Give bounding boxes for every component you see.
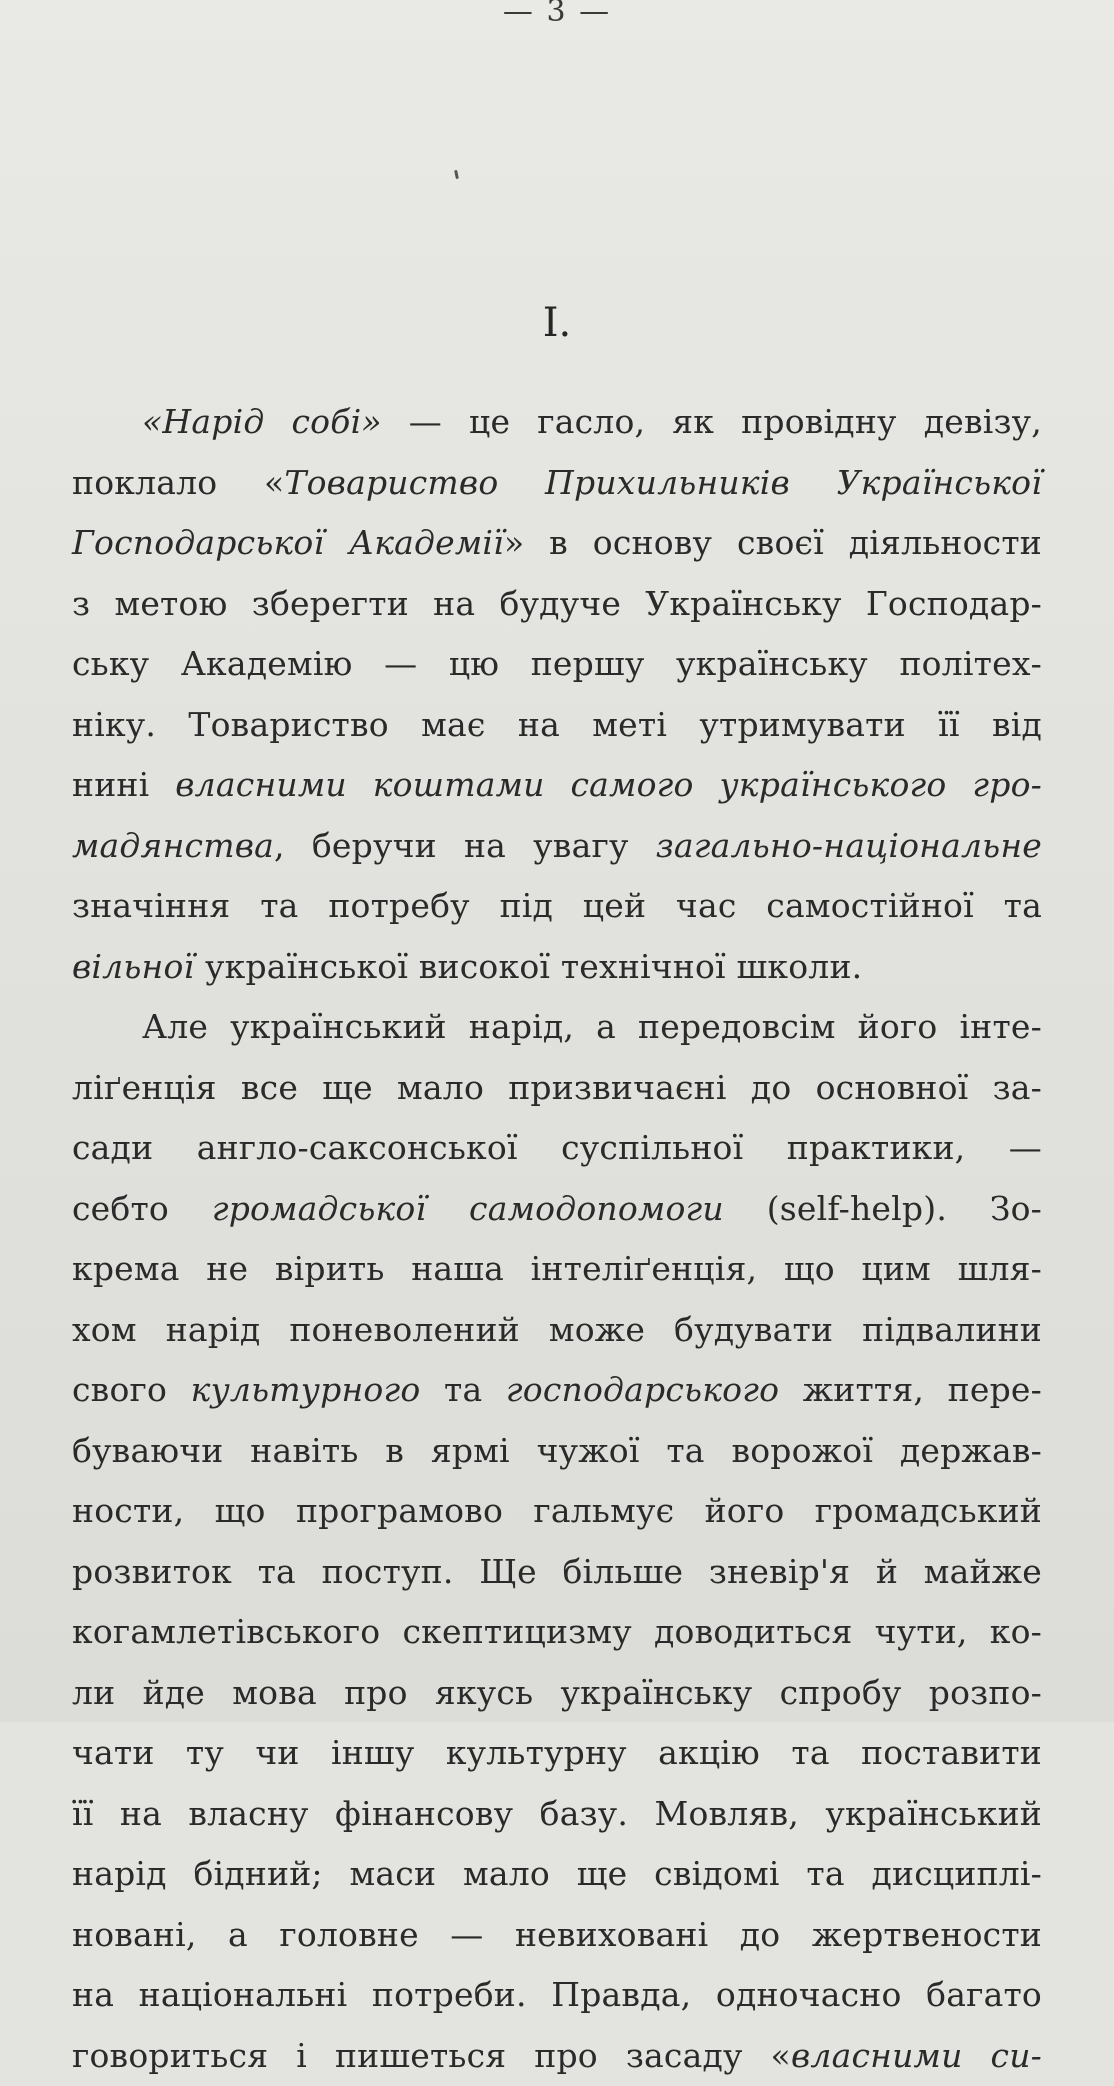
text-line	[72, 2026, 1042, 2086]
text-line	[72, 1905, 1042, 1966]
text-line	[72, 1965, 1042, 2026]
italic-text: Господарської Академії	[72, 523, 504, 562]
text-segment: » в основу своєї діяльности	[504, 523, 1042, 562]
text-line	[72, 1663, 1042, 1724]
italic-text: господарського	[506, 1370, 779, 1409]
italic-text: Товариство Прихильників Української	[284, 463, 1042, 502]
text-segment: ліґенція все ще мало призвичаєні до основної за-	[72, 1068, 1042, 1107]
text-segment: нарід бідний; маси мало ще свідомі та дисциплі-	[72, 1854, 1042, 1893]
text-segment: на національні потреби. Правда, одночасно багато	[72, 1975, 1042, 2014]
text-segment: когамлетівського скептицизму доводиться чути, ко-	[72, 1612, 1042, 1651]
text-line	[72, 937, 1042, 998]
ink-speck	[454, 170, 459, 179]
italic-text: власними коштами самого українського гро-	[175, 765, 1042, 804]
text-segment: розвиток та поступ. Ще більше зневір'я й майже	[72, 1552, 1042, 1591]
text-segment: ли йде мова про якусь українську спробу розпо-	[72, 1673, 1042, 1712]
text-segment: (self-help). Зо-	[724, 1189, 1042, 1228]
text-line	[72, 876, 1042, 937]
text-segment: хом нарід поневолений може будувати підвалини	[72, 1310, 1042, 1349]
text-segment: Але український нарід, а передовсім його інте-	[142, 1007, 1042, 1046]
text-line	[72, 755, 1042, 816]
text-segment: себто	[72, 1189, 212, 1228]
chapter-heading: I.	[0, 300, 1114, 346]
text-line	[72, 1542, 1042, 1603]
text-line	[72, 1421, 1042, 1482]
text-segment: нині	[72, 765, 175, 804]
text-segment: ности, що програмово гальмує його громадський	[72, 1491, 1042, 1530]
text-line	[72, 816, 1042, 877]
text-line	[72, 695, 1042, 756]
italic-text: «Нарід собі»	[142, 402, 382, 441]
text-line	[72, 1300, 1042, 1361]
text-segment: чати ту чи іншу культурну акцію та поставити	[72, 1733, 1042, 1772]
text-line	[72, 1723, 1042, 1784]
text-line	[72, 1481, 1042, 1542]
text-line	[72, 634, 1042, 695]
text-line	[72, 1360, 1042, 1421]
italic-text: мадянства	[72, 826, 274, 865]
text-line	[72, 574, 1042, 635]
text-segment: крема не вірить наша інтеліґенція, що цим шля-	[72, 1249, 1042, 1288]
text-line	[72, 1844, 1042, 1905]
text-segment: української високої технічної школи.	[194, 947, 862, 986]
italic-text: громадської самодопомоги	[212, 1189, 724, 1228]
italic-text: загально-національне	[656, 826, 1042, 865]
text-segment: свого	[72, 1370, 191, 1409]
body-text	[72, 392, 1042, 2086]
text-segment: значіння та потребу під цей час самостійної та	[72, 886, 1042, 925]
text-line	[72, 1179, 1042, 1240]
text-segment: ніку. Товариство має на меті утримувати її від	[72, 705, 1042, 744]
text-line	[72, 1118, 1042, 1179]
text-line	[72, 513, 1042, 574]
text-segment: говориться і пишеться про засаду «	[72, 2036, 791, 2075]
text-line	[72, 1784, 1042, 1845]
text-line	[72, 392, 1042, 453]
text-segment: — це гасло, як провідну девізу,	[382, 402, 1042, 441]
text-segment: ську Академію — цю першу українську політех-	[72, 644, 1042, 683]
text-segment: життя, пере-	[779, 1370, 1042, 1409]
paragraph	[72, 997, 1042, 2086]
page-number: — 3 —	[0, 0, 1114, 29]
text-segment: поклало «	[72, 463, 284, 502]
paragraph	[72, 392, 1042, 997]
italic-text: вільної	[72, 947, 194, 986]
text-segment: сади англо-саксонської суспільної практики, —	[72, 1128, 1042, 1167]
text-segment: з метою зберегти на будуче Українську Господар-	[72, 584, 1042, 623]
text-segment: , беручи на увагу	[274, 826, 656, 865]
text-line	[72, 997, 1042, 1058]
italic-text: культурного	[191, 1370, 421, 1409]
text-segment: та	[420, 1370, 505, 1409]
text-segment: її на власну фінансову базу. Мовляв, український	[72, 1794, 1042, 1833]
text-line	[72, 453, 1042, 514]
italic-text: власними си-	[791, 2036, 1042, 2075]
text-segment: буваючи навіть в ярмі чужої та ворожої держав-	[72, 1431, 1042, 1470]
text-line	[72, 1602, 1042, 1663]
text-line	[72, 1239, 1042, 1300]
text-line	[72, 1058, 1042, 1119]
text-segment: новані, а головне — невиховані до жертвености	[72, 1915, 1042, 1954]
